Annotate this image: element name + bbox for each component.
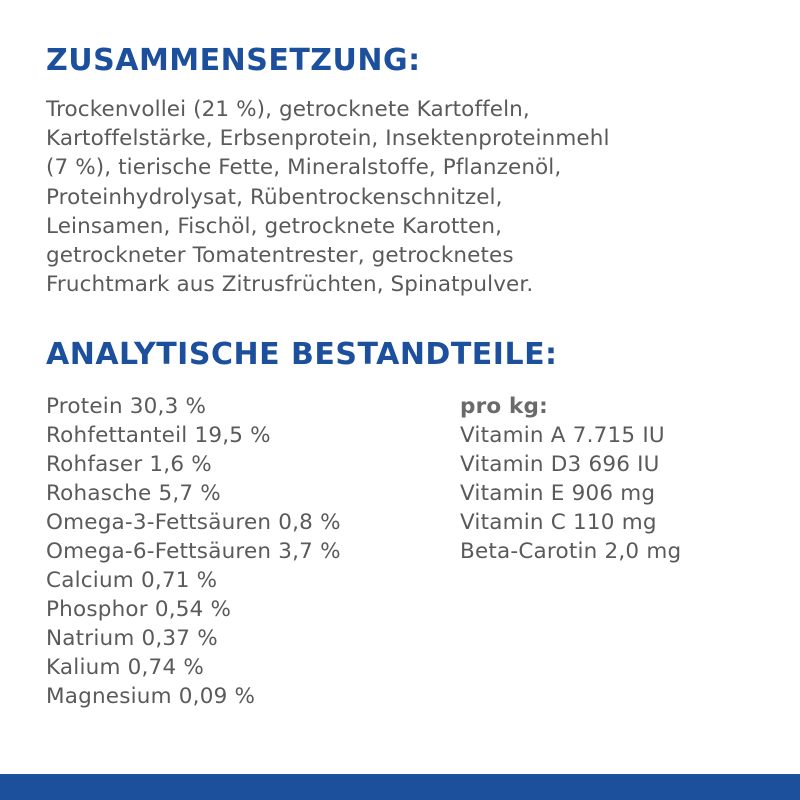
vitamins-list xyxy=(460,392,681,566)
ingredients-line: Proteinhydrolysat, Rübentrockenschnitzel, xyxy=(46,184,503,210)
constituent-item: Protein 30,3 % xyxy=(46,394,207,419)
footer-bar xyxy=(0,774,800,800)
ingredients-line: getrockneter Tomatentrester, getrocknetes xyxy=(46,242,514,268)
constituent-item: Phosphor 0,54 % xyxy=(46,597,232,622)
vitamin-item: Vitamin A 7.715 IU xyxy=(460,423,665,448)
ingredients-line: Trockenvollei (21 %), getrocknete Kartoffeln, xyxy=(46,97,530,122)
constituent-item: Magnesium 0,09 % xyxy=(46,684,256,709)
per-kg-label: pro kg: xyxy=(460,394,548,419)
ingredients-text xyxy=(46,95,776,299)
ingredients-line: Fruchtmark aus Zitrusfrüchten, Spinatpulver. xyxy=(46,272,534,298)
constituent-item: Calcium 0,71 % xyxy=(46,568,218,593)
constituent-item: Rohfettanteil 19,5 % xyxy=(46,423,271,448)
analytical-heading: ANALYTISCHE BESTANDTEILE: xyxy=(46,337,558,372)
analytical-constituents-list xyxy=(46,392,341,711)
constituent-item: Rohfaser 1,6 % xyxy=(46,452,212,477)
vitamin-item: Vitamin E 906 mg xyxy=(460,481,656,506)
ingredients-line: Kartoffelstärke, Erbsenprotein, Insektenproteinmehl xyxy=(46,126,610,152)
composition-heading: ZUSAMMENSETZUNG: xyxy=(46,43,421,78)
ingredients-line: Leinsamen, Fischöl, getrocknete Karotten, xyxy=(46,213,502,239)
vitamin-item: Vitamin D3 696 IU xyxy=(460,452,660,477)
constituent-item: Natrium 0,37 % xyxy=(46,626,218,651)
constituent-item: Omega-3-Fettsäuren 0,8 % xyxy=(46,510,341,535)
ingredients-line: (7 %), tierische Fette, Mineralstoffe, Pflanzenöl, xyxy=(46,155,562,181)
constituent-item: Rohasche 5,7 % xyxy=(46,481,221,506)
constituent-item: Omega-6-Fettsäuren 3,7 % xyxy=(46,539,341,564)
vitamin-item: Vitamin C 110 mg xyxy=(460,510,657,535)
vitamin-item: Beta-Carotin 2,0 mg xyxy=(460,539,682,564)
constituent-item: Kalium 0,74 % xyxy=(46,655,204,680)
